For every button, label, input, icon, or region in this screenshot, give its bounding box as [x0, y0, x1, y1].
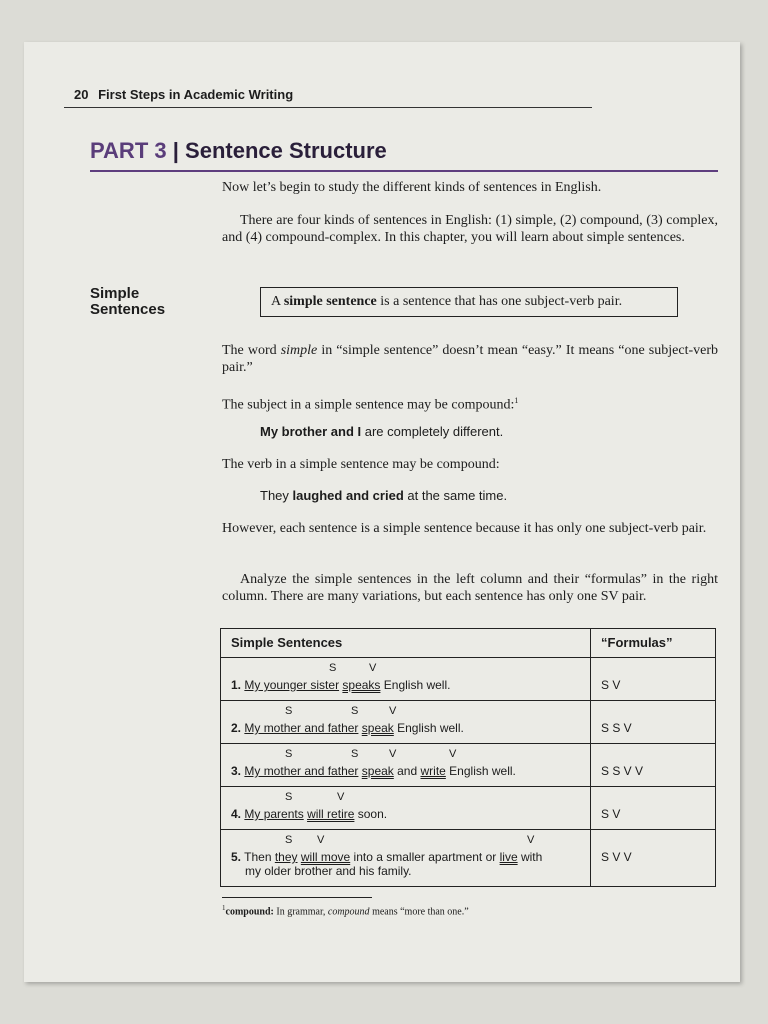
- sv-marker: V: [527, 834, 535, 846]
- sv-marker: V: [337, 791, 345, 803]
- sentence-cell: [221, 787, 591, 830]
- title-rule: [90, 170, 718, 172]
- verb-text: will move: [300, 850, 351, 864]
- sv-marker: V: [317, 834, 325, 846]
- sv-marker: V: [449, 748, 457, 760]
- paragraph-analyze: Analyze the simple sentences in the left column and their “formulas” in the right column. There are many variations, but each sentence has only one SV pair.: [222, 572, 718, 604]
- sentence-text: [231, 764, 516, 778]
- table-row: [221, 787, 716, 830]
- verb-text: speak: [361, 721, 394, 735]
- verb-text: will retire: [307, 807, 355, 821]
- subject-text: My parents: [244, 807, 304, 821]
- sv-marker: S: [351, 705, 359, 717]
- subject-text: My younger sister: [244, 678, 340, 692]
- sentence-fragment: with: [517, 850, 543, 864]
- section-side-heading: [90, 286, 165, 318]
- side-heading-line-1: Simple: [90, 285, 140, 302]
- formula-text: S S V V: [601, 764, 644, 778]
- sentence-number: 2.: [231, 721, 242, 735]
- sentence-cell: [221, 658, 591, 701]
- verb-text: write: [420, 764, 446, 778]
- footnote-number: 1: [222, 904, 226, 912]
- verb-text: live: [499, 850, 518, 864]
- example-subject-bold: My brother and I: [260, 424, 362, 439]
- intro-paragraph-2: There are four kinds of sentences in English: (1) simple, (2) compound, (3) complex, and (4) compound-complex. In this chapter, you will learn about simple sentences.: [222, 213, 718, 245]
- sentence-number: 4.: [231, 807, 242, 821]
- table-row: [221, 830, 716, 887]
- verb-text: speaks: [342, 678, 381, 692]
- formula-text: S V: [601, 678, 621, 692]
- intro-paragraph-1: Now let’s begin to study the different kinds of sentences in English.: [222, 180, 602, 195]
- sentence-text: [231, 807, 387, 821]
- sentence-fragment: English well.: [380, 678, 451, 692]
- example-compound-subject: [260, 424, 503, 439]
- textbook-page: [24, 42, 740, 982]
- sentence-fragment: Then: [244, 850, 275, 864]
- para-simple-post: in “simple sentence” doesn’t mean “easy.” It means “one subject-verb pair.”: [222, 343, 718, 375]
- example-verb-bold: laughed and cried: [292, 488, 404, 503]
- footnote-ref: 1: [514, 396, 519, 405]
- sv-marker: S: [285, 791, 293, 803]
- sentence-fragment: English well.: [393, 721, 464, 735]
- subject-text: My mother and father: [244, 764, 359, 778]
- example-compound-verb: [260, 488, 507, 503]
- paragraph-compound-subject: [222, 392, 718, 414]
- para-simple-pre: The word: [222, 343, 281, 358]
- sentence-formula-table: [220, 628, 716, 887]
- footnote-term: compound:: [225, 906, 274, 918]
- sentence-number: 1.: [231, 678, 242, 692]
- paragraph-compound-verb: The verb in a simple sentence may be compound:: [222, 457, 500, 472]
- formula-cell: [591, 830, 716, 887]
- side-heading-line-2: Sentences: [90, 301, 166, 318]
- table-row: [221, 701, 716, 744]
- sv-marker: S: [351, 748, 359, 760]
- sentence-fragment: and: [393, 764, 421, 778]
- sentence-cell: [221, 744, 591, 787]
- running-header: [74, 87, 293, 102]
- sv-marker: S: [285, 834, 293, 846]
- sv-marker: V: [389, 705, 397, 717]
- formula-cell: [591, 658, 716, 701]
- header-simple-sentences: Simple Sentences: [221, 629, 591, 658]
- page-number: 20: [74, 87, 89, 102]
- para-subject-text: The subject in a simple sentence may be compound:: [222, 397, 515, 413]
- part-number: 3: [154, 138, 167, 163]
- sv-marker: S: [285, 748, 293, 760]
- sentence-cell: [221, 830, 591, 887]
- sentence-text: [231, 721, 464, 735]
- formula-text: S S V: [601, 721, 632, 735]
- part-title: [90, 138, 387, 164]
- subject-text: they: [274, 850, 298, 864]
- example-subject-rest: are completely different.: [361, 424, 504, 439]
- sentence-text: [231, 678, 450, 692]
- header-rule: [64, 107, 592, 108]
- sentence-text: [231, 850, 542, 864]
- book-title: First Steps in Academic Writing: [98, 87, 294, 102]
- sentence-text-line-2: my older brother and his family.: [245, 864, 412, 878]
- sentence-cell: [221, 701, 591, 744]
- formula-cell: [591, 701, 716, 744]
- part-heading: Sentence Structure: [185, 138, 387, 163]
- footnote-rule: [222, 897, 372, 898]
- formula-cell: [591, 787, 716, 830]
- paragraph-word-simple: [222, 342, 718, 376]
- table-row: [221, 658, 716, 701]
- verb-text: speak: [361, 764, 394, 778]
- para-simple-italic: simple: [280, 343, 318, 358]
- sv-marker: V: [389, 748, 397, 760]
- footnote-text-pre: In grammar,: [273, 906, 328, 918]
- example-verb-pre: They: [260, 488, 293, 503]
- sentence-fragment: into a smaller apartment or: [350, 850, 500, 864]
- sentence-fragment: soon.: [354, 807, 388, 821]
- sentence-fragment: English well.: [445, 764, 516, 778]
- footnote-text-post: means “more than one.”: [369, 906, 469, 918]
- formula-cell: [591, 744, 716, 787]
- table-row: [221, 744, 716, 787]
- header-formulas: “Formulas”: [591, 629, 716, 658]
- sv-marker: V: [369, 662, 377, 674]
- subject-text: My mother and father: [244, 721, 359, 735]
- sentence-number: 3.: [231, 764, 242, 778]
- sv-marker: S: [285, 705, 293, 717]
- sv-marker: S: [329, 662, 337, 674]
- sentence-number: 5.: [231, 850, 242, 864]
- formula-text: S V: [601, 807, 621, 821]
- table-header-row: [221, 629, 716, 658]
- formula-text: S V V: [601, 850, 632, 864]
- definition-box: [260, 287, 678, 317]
- definition-pre: A: [271, 294, 284, 309]
- example-verb-post: at the same time.: [403, 488, 508, 503]
- definition-post: is a sentence that has one subject-verb pair.: [376, 294, 623, 309]
- footnote: [222, 904, 469, 917]
- definition-term: simple sentence: [283, 294, 377, 309]
- footnote-italic: compound: [327, 906, 370, 918]
- part-separator: |: [172, 138, 179, 163]
- part-label: PART: [90, 138, 149, 163]
- paragraph-however: However, each sentence is a simple sentence because it has only one subject-verb pair.: [222, 521, 707, 536]
